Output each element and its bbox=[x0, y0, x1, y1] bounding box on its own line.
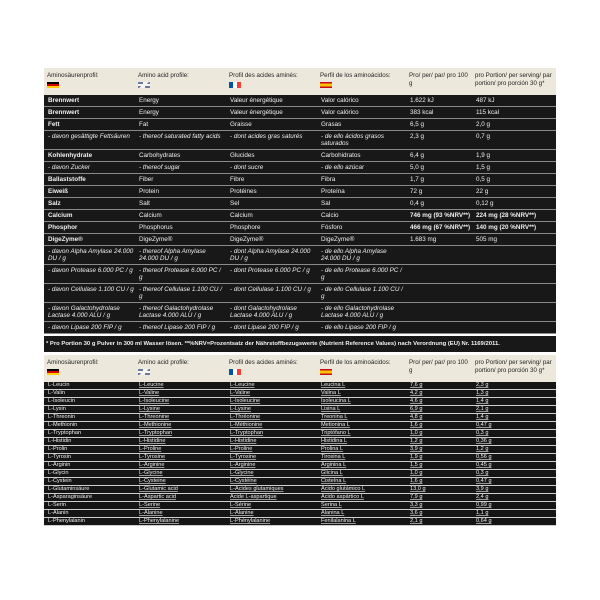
table-row bbox=[44, 322, 556, 334]
cell-per100: 1.683 mg bbox=[410, 236, 437, 243]
uk-flag-icon bbox=[138, 369, 150, 375]
cell-de: L-Prolin bbox=[48, 446, 68, 452]
cell-perServing: 1,9 g bbox=[476, 152, 491, 159]
cell-perServing bbox=[472, 265, 556, 283]
cell-fr: Acide L-aspartique bbox=[230, 494, 277, 500]
cell-es: Alanina L bbox=[321, 510, 345, 516]
cell-fr: L-Tryptophan bbox=[230, 430, 264, 436]
cell-per100: 1,2 g bbox=[410, 438, 423, 444]
cell-en: - thereof saturated fatty acids bbox=[139, 133, 221, 140]
cell-perServing: 115 kcal bbox=[476, 109, 499, 116]
cell-perServing: 0,5 g bbox=[476, 176, 491, 183]
cell-de: L-Cystein bbox=[48, 478, 72, 484]
cell-en: - thereof Galactohydrolase Lactase 4.000 ALU / g bbox=[139, 305, 214, 319]
header-col-per-serving: pro Portion/ per serving/ par portion/ pro porción 30 g* bbox=[475, 359, 552, 374]
cell-fr: Calcium bbox=[230, 212, 253, 219]
cell-perServing: 1,4 g bbox=[476, 414, 489, 420]
cell-perServing: 2,1 g bbox=[476, 406, 489, 412]
cell-fr: L-Tyrosine bbox=[230, 454, 257, 460]
cell-per100: 72 g bbox=[410, 188, 423, 195]
table-row bbox=[44, 382, 556, 390]
cell-fr: L-Alanine bbox=[230, 510, 254, 516]
cell-es: Fenilalanina L bbox=[321, 518, 356, 524]
french-flag-icon bbox=[229, 82, 241, 88]
cell-per100: 1,9 g bbox=[410, 454, 423, 460]
header-col-en: Amino acid profile: bbox=[135, 72, 226, 91]
cell-es: Fósforo bbox=[321, 224, 343, 231]
table-row bbox=[44, 502, 556, 510]
cell-es: Treonina L bbox=[321, 414, 348, 420]
cell-es: Sal bbox=[321, 200, 331, 207]
cell-fr: L-Acides glutamiques bbox=[230, 486, 284, 492]
cell-per100: 4,8 g bbox=[410, 414, 423, 420]
cell-en: L-Serine bbox=[139, 502, 161, 508]
cell-per100 bbox=[406, 284, 472, 302]
cell-es: Arginina L bbox=[321, 462, 347, 468]
cell-de: - davon Alpha Amylase 24.000 DU / g bbox=[48, 248, 134, 262]
cell-per100: 4,6 g bbox=[410, 398, 423, 404]
cell-per100: 6,4 g bbox=[410, 152, 425, 159]
table-row bbox=[44, 470, 556, 478]
uk-flag-icon bbox=[138, 82, 150, 88]
table-row bbox=[44, 398, 556, 406]
cell-fr: L-Valine bbox=[230, 390, 251, 396]
cell-es: - de ello Galactohydrolase Lactase 4.000 ALU / g bbox=[321, 305, 395, 319]
cell-fr: - dont Alpha Amylase 24.000 DU / g bbox=[230, 248, 311, 262]
cell-per100: 6,5 g bbox=[410, 121, 425, 128]
cell-en: L-Isoleucine bbox=[139, 398, 170, 404]
cell-de: L-Tryptophan bbox=[48, 430, 82, 436]
cell-fr: L-Glycine bbox=[230, 470, 254, 476]
cell-en: L-Phenylalanine bbox=[139, 518, 180, 524]
cell-per100: 7,6 g bbox=[410, 382, 423, 388]
cell-perServing: 0,12 g bbox=[476, 200, 494, 207]
cell-perServing: 1,1 g bbox=[476, 510, 489, 516]
cell-fr: - dont Lipase 200 FIP / g bbox=[230, 324, 299, 331]
cell-es: Valina L bbox=[321, 390, 341, 396]
cell-en: Salt bbox=[139, 200, 150, 207]
cell-per100 bbox=[406, 322, 472, 333]
cell-de: L-Methionin bbox=[48, 422, 78, 428]
cell-es: - de ello Protease 6.000 PC / g bbox=[321, 267, 402, 281]
cell-per100: 3,6 g bbox=[410, 510, 423, 516]
cell-per100: 1,0 g bbox=[410, 430, 423, 436]
cell-perServing: 487 kJ bbox=[476, 97, 495, 104]
cell-es: DigeZyme® bbox=[321, 236, 355, 243]
table-row bbox=[44, 131, 556, 150]
table-row bbox=[44, 510, 556, 518]
header-col-es: Perfil de los aminoácidos: bbox=[317, 359, 406, 378]
table-row bbox=[44, 406, 556, 414]
cell-en: L-Glutamic acid bbox=[139, 486, 178, 492]
header-col-fr: Profil des acides aminés: bbox=[226, 72, 317, 91]
cell-es: Ácido aspártico L bbox=[321, 494, 364, 500]
german-flag-icon bbox=[47, 369, 59, 375]
cell-perServing: 0,47 g bbox=[476, 422, 492, 428]
table-row bbox=[44, 198, 556, 210]
cell-de: Eiweiß bbox=[48, 188, 68, 195]
cell-es: Proteína bbox=[321, 188, 345, 195]
cell-fr: L-Thréonine bbox=[230, 414, 261, 420]
cell-de: L-Glutaminsäure bbox=[48, 486, 90, 492]
cell-en: L-Threonine bbox=[139, 414, 170, 420]
cell-perServing: 1,5 g bbox=[476, 164, 491, 171]
cell-de: L-Serin bbox=[48, 502, 67, 508]
cell-de: L-Asparaginsäure bbox=[48, 494, 93, 500]
cell-en: L-Lysine bbox=[139, 406, 160, 412]
cell-per100: 1,0 g bbox=[410, 470, 423, 476]
cell-fr: - dont acides gras saturés bbox=[230, 133, 303, 140]
header-col-per-serving: pro Portion/ per serving/ par portion/ pro porción 30 g* bbox=[475, 72, 552, 87]
cell-de: Calcium bbox=[48, 212, 73, 219]
cell-de: L-Valin bbox=[48, 390, 65, 396]
table-row bbox=[44, 174, 556, 186]
table-row bbox=[44, 303, 556, 322]
table-row bbox=[44, 284, 556, 303]
cell-perServing: 0,56 g bbox=[476, 454, 492, 460]
cell-per100: 0,4 g bbox=[410, 200, 425, 207]
cell-en: Fat bbox=[139, 121, 149, 128]
cell-es: Triptófano L bbox=[321, 430, 351, 436]
cell-perServing: 3,9 g bbox=[476, 486, 489, 492]
cell-fr: Valeur énergétique bbox=[230, 109, 283, 116]
cell-perServing bbox=[472, 246, 556, 264]
cell-es: Carbohidratos bbox=[321, 152, 361, 159]
cell-de: - davon Lipase 200 FIP / g bbox=[48, 324, 122, 331]
header-col-de: Aminosäurenprofil: bbox=[44, 359, 135, 378]
cell-perServing: 1,4 g bbox=[476, 398, 489, 404]
header-col-per100: Pro/ per/ par/ pro 100 g bbox=[409, 359, 468, 374]
cell-per100: 466 mg (67 %NRV**) bbox=[410, 224, 471, 231]
cell-fr: - dont sucre bbox=[230, 164, 264, 171]
cell-per100 bbox=[406, 246, 472, 264]
cell-es: - de ello azúcar bbox=[321, 164, 365, 171]
cell-fr: L-Isoleucine bbox=[230, 398, 261, 404]
table-row bbox=[44, 414, 556, 422]
table-row bbox=[44, 150, 556, 162]
table-row bbox=[44, 478, 556, 486]
cell-per100: 4,2 g bbox=[410, 390, 423, 396]
header-col-per100: Pro/ per/ par/ pro 100 g bbox=[409, 72, 468, 87]
header-col-fr: Profil des acides aminés: bbox=[226, 359, 317, 378]
cell-fr: L-Cystéine bbox=[230, 478, 257, 484]
cell-en: - thereof sugar bbox=[139, 164, 180, 171]
cell-en: L-Valine bbox=[139, 390, 160, 396]
cell-per100: 1.622 kJ bbox=[410, 97, 434, 104]
table-row bbox=[44, 246, 556, 265]
cell-es: Lisina L bbox=[321, 406, 341, 412]
cell-en: L-Histidine bbox=[139, 438, 166, 444]
table-row bbox=[44, 486, 556, 494]
cell-fr: L-Arginine bbox=[230, 462, 256, 468]
cell-es: Serina L bbox=[321, 502, 342, 508]
cell-fr: L-Méthionine bbox=[230, 422, 263, 428]
cell-en: - thereof Alpha Amylase 24.000 DU / g bbox=[139, 248, 206, 262]
cell-per100: 5,0 g bbox=[410, 164, 425, 171]
table-row bbox=[44, 430, 556, 438]
cell-es: Glicina L bbox=[321, 470, 343, 476]
cell-de: L-Phenylalanin bbox=[48, 518, 86, 524]
cell-per100: 383 kcal bbox=[410, 109, 434, 116]
cell-es: Tirosina L bbox=[321, 454, 346, 460]
cell-perServing: 1,3 g bbox=[476, 390, 489, 396]
table-row bbox=[44, 162, 556, 174]
cell-de: - davon Cellulase 1.100 CU / g bbox=[48, 286, 134, 293]
cell-es: Fibra bbox=[321, 176, 336, 183]
table-row bbox=[44, 186, 556, 198]
table-row bbox=[44, 494, 556, 502]
cell-en: L-Cysteine bbox=[139, 478, 166, 484]
cell-fr: L-Sérine bbox=[230, 502, 252, 508]
cell-perServing: 0,47 g bbox=[476, 478, 492, 484]
cell-per100: 3,9 g bbox=[410, 446, 423, 452]
cell-es: - de ello ácidos grasos saturados bbox=[321, 133, 385, 147]
cell-perServing: 0,3 g bbox=[476, 430, 489, 436]
cell-fr: - dont Galactohydrolase Lactase 4.000 ALU / g bbox=[230, 305, 297, 319]
cell-perServing: 0,3 g bbox=[476, 470, 489, 476]
cell-per100: 7,9 g bbox=[410, 494, 423, 500]
cell-en: - thereof Cellulase 1.100 CU / g bbox=[139, 286, 222, 300]
cell-es: Calcio bbox=[321, 212, 339, 219]
cell-per100: 6,9 g bbox=[410, 406, 423, 412]
cell-en: L-Proline bbox=[139, 446, 162, 452]
cell-en: L-Alanine bbox=[139, 510, 163, 516]
cell-per100: 3,3 g bbox=[410, 502, 423, 508]
spanish-flag-icon bbox=[320, 82, 332, 88]
cell-en: L-Tyrosine bbox=[139, 454, 166, 460]
cell-en: Protein bbox=[139, 188, 159, 195]
cell-es: Valor calórico bbox=[321, 97, 359, 104]
french-flag-icon bbox=[229, 369, 241, 375]
cell-en: Energy bbox=[139, 97, 159, 104]
cell-de: L-Tyrosin bbox=[48, 454, 72, 460]
cell-de: - davon gesättigte Fettsäuren bbox=[48, 133, 130, 140]
cell-fr: L-Lysine bbox=[230, 406, 251, 412]
cell-perServing: 22 g bbox=[476, 188, 489, 195]
cell-en: Fiber bbox=[139, 176, 154, 183]
cell-perServing: 505 mg bbox=[476, 236, 498, 243]
cell-en: Calcium bbox=[139, 212, 162, 219]
cell-de: L-Isoleucin bbox=[48, 398, 76, 404]
cell-per100 bbox=[406, 303, 472, 321]
cell-de: DigeZyme® bbox=[48, 236, 83, 243]
cell-en: Phosphorus bbox=[139, 224, 173, 231]
table-row bbox=[44, 390, 556, 398]
cell-de: L-Threonin bbox=[48, 414, 76, 420]
cell-en: L-Glycine bbox=[139, 470, 163, 476]
cell-fr: - dont Protease 6.000 PC / g bbox=[230, 267, 310, 274]
cell-perServing: 2,3 g bbox=[476, 382, 489, 388]
cell-en: L-Leucine bbox=[139, 382, 164, 388]
cell-per100: 746 mg (93 %NRV**) bbox=[410, 212, 471, 219]
cell-es: Leucina L bbox=[321, 382, 346, 388]
table-row bbox=[44, 95, 556, 107]
cell-perServing: 0,99 g bbox=[476, 502, 492, 508]
cell-en: L-Methionine bbox=[139, 422, 172, 428]
cell-perServing: 224 mg (28 %NRV**) bbox=[476, 212, 537, 219]
german-flag-icon bbox=[47, 82, 59, 88]
table-row bbox=[44, 422, 556, 430]
cell-de: Fett bbox=[48, 121, 60, 128]
cell-fr: Valeur énergétique bbox=[230, 97, 283, 104]
cell-es: Metionina L bbox=[321, 422, 350, 428]
cell-es: Cisteína L bbox=[321, 478, 347, 484]
cell-es: - de ello Alpha Amylase 24.000 DU / g bbox=[321, 248, 387, 262]
cell-de: L-Alanin bbox=[48, 510, 69, 516]
nutrition-label-sheet bbox=[44, 0, 556, 526]
cell-per100: 2,1 g bbox=[410, 518, 423, 524]
cell-per100: 2,3 g bbox=[410, 133, 425, 140]
cell-perServing: 0,45 g bbox=[476, 462, 492, 468]
cell-perServing: 1,2 g bbox=[476, 446, 489, 452]
cell-fr: L-Proline bbox=[230, 446, 253, 452]
nutrition-table-body bbox=[44, 95, 556, 334]
cell-de: Phosphor bbox=[48, 224, 78, 231]
cell-fr: DigeZyme® bbox=[230, 236, 264, 243]
header-col-en: Amino acid profile: bbox=[135, 359, 226, 378]
cell-fr: L-Phénylalanine bbox=[230, 518, 271, 524]
cell-en: - thereof Lipase 200 FIP / g bbox=[139, 324, 216, 331]
cell-perServing: 0,36 g bbox=[476, 438, 492, 444]
cell-es: - de ello Cellulase 1.100 CU / g bbox=[321, 286, 403, 300]
cell-de: L-Arginin bbox=[48, 462, 71, 468]
header-col-es: Perfil de los aminoácidos: bbox=[317, 72, 406, 91]
amino-table-header bbox=[44, 355, 556, 382]
table-row bbox=[44, 265, 556, 284]
cell-per100: 1,5 g bbox=[410, 462, 423, 468]
table-row bbox=[44, 518, 556, 526]
cell-en: L-Tryptophan bbox=[139, 430, 173, 436]
cell-fr: Phosphore bbox=[230, 224, 261, 231]
table-row bbox=[44, 462, 556, 470]
cell-per100: 1,6 g bbox=[410, 478, 423, 484]
cell-fr: Fibre bbox=[230, 176, 245, 183]
cell-fr: - dont Cellulase 1.100 CU / g bbox=[230, 286, 311, 293]
cell-de: Brennwert bbox=[48, 109, 80, 116]
cell-en: DigeZyme® bbox=[139, 236, 173, 243]
header-col-de: Aminosäurenprofil: bbox=[44, 72, 135, 91]
cell-fr: L-Histidine bbox=[230, 438, 257, 444]
cell-perServing: 2,0 g bbox=[476, 121, 491, 128]
cell-en: Carbohydrates bbox=[139, 152, 181, 159]
table-row bbox=[44, 119, 556, 131]
cell-de: Brennwert bbox=[48, 97, 80, 104]
cell-de: - davon Protease 6.000 PC / g bbox=[48, 267, 133, 274]
cell-perServing bbox=[472, 322, 556, 333]
cell-de: L-Glycin bbox=[48, 470, 69, 476]
cell-de: - davon Zucker bbox=[48, 164, 90, 171]
nutrition-table-header bbox=[44, 68, 556, 95]
cell-perServing bbox=[472, 284, 556, 302]
cell-per100: 1,7 g bbox=[410, 176, 425, 183]
cell-perServing: 0,7 g bbox=[476, 133, 491, 140]
cell-es: Ácido glutámico L bbox=[321, 486, 366, 492]
table-row bbox=[44, 446, 556, 454]
cell-de: - davon Galactohydrolase Lactase 4.000 ALU / g bbox=[48, 305, 120, 319]
table-row bbox=[44, 222, 556, 234]
cell-fr: L-Leucine bbox=[230, 382, 255, 388]
cell-per100: 13,0 g bbox=[410, 486, 426, 492]
table-row bbox=[44, 210, 556, 222]
spanish-flag-icon bbox=[320, 369, 332, 375]
cell-es: Grasas bbox=[321, 121, 342, 128]
cell-es: Prolina L bbox=[321, 446, 344, 452]
cell-de: L-Lysin bbox=[48, 406, 66, 412]
cell-de: L-Leucin bbox=[48, 382, 70, 388]
cell-es: Isoleucina L bbox=[321, 398, 351, 404]
table-row bbox=[44, 107, 556, 119]
amino-table-body bbox=[44, 382, 556, 526]
cell-fr: Glucides bbox=[230, 152, 255, 159]
cell-es: - de ello Lipase 200 FIP / g bbox=[321, 324, 397, 331]
cell-es: Histidina L bbox=[321, 438, 348, 444]
cell-fr: Graisse bbox=[230, 121, 252, 128]
footnote: * Pro Portion 30 g Pulver in 300 ml Wasser lösen. **%NRV=Prozentsatz der Nährstoffbezugswerte (Nutrient Reference Values) nach Verordnung (EU) Nr. 1169/2011. bbox=[44, 336, 556, 352]
cell-fr: Protéines bbox=[230, 188, 257, 195]
cell-perServing: 140 mg (20 %NRV**) bbox=[476, 224, 537, 231]
cell-de: L-Histidin bbox=[48, 438, 72, 444]
cell-en: Energy bbox=[139, 109, 159, 116]
table-row bbox=[44, 234, 556, 246]
cell-per100: 1,6 g bbox=[410, 422, 423, 428]
cell-en: L-Arginine bbox=[139, 462, 165, 468]
table-row bbox=[44, 438, 556, 446]
table-row bbox=[44, 454, 556, 462]
cell-fr: Sel bbox=[230, 200, 240, 207]
cell-en: - thereof Protease 6.000 PC / g bbox=[139, 267, 221, 281]
cell-de: Kohlenhydrate bbox=[48, 152, 93, 159]
cell-perServing: 0,64 g bbox=[476, 518, 492, 524]
cell-perServing: 2,4 g bbox=[476, 494, 489, 500]
cell-es: Valor calórico bbox=[321, 109, 359, 116]
cell-de: Ballaststoffe bbox=[48, 176, 86, 183]
cell-per100 bbox=[406, 265, 472, 283]
cell-de: Salz bbox=[48, 200, 61, 207]
cell-perServing bbox=[472, 303, 556, 321]
cell-en: L-Aspartic acid bbox=[139, 494, 176, 500]
